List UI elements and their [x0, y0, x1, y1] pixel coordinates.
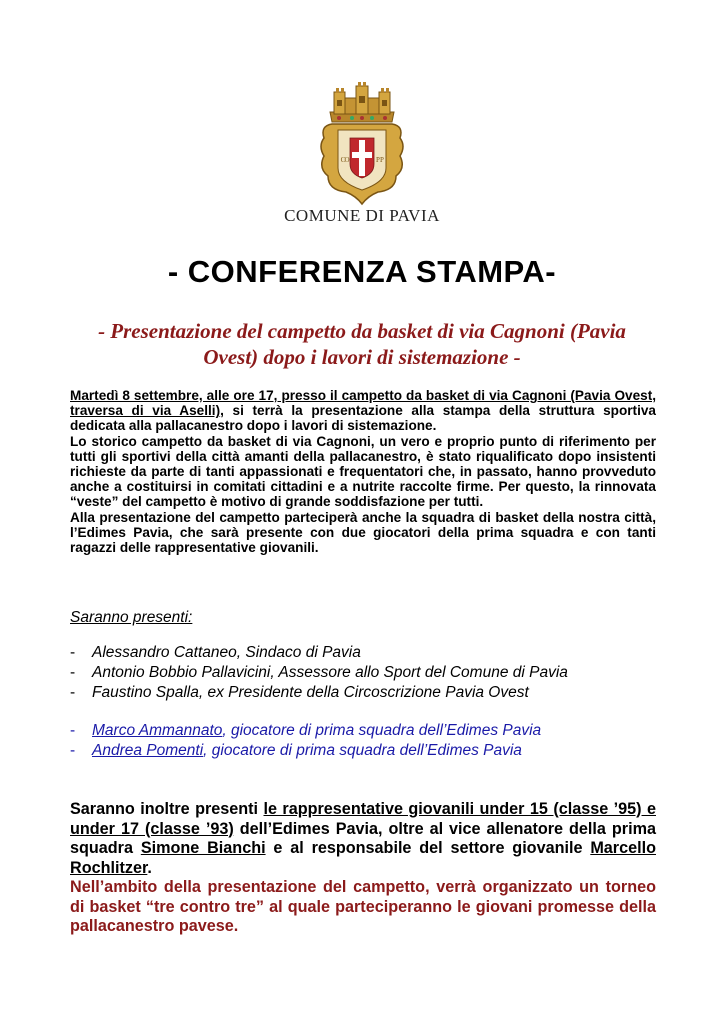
- comune-di-pavia-crest: [312, 82, 412, 206]
- officials-list: [70, 643, 568, 703]
- list-item: - Marco Ammannato, giocatore di prima squadra dell’Edimes Pavia: [70, 722, 542, 739]
- list-item: - Antonio Bobbio Pallavicini, Assessore allo Sport del Comune di Pavia: [70, 664, 568, 681]
- page-subtitle: - Presentazione del campetto da basket di via Cagnoni (Pavia Ovest) dopo i lavori di sistemazione -: [98, 319, 626, 369]
- closing-text: [70, 800, 656, 937]
- crown: [330, 82, 394, 122]
- list-item: - Alessandro Cattaneo, Sindaco di Pavia: [70, 644, 361, 661]
- svg-text:C: C: [340, 156, 346, 164]
- paragraph-guests: Saranno inoltre presenti le rappresentative giovanili under 15 (classe ’95) e under 17 (classe ’93) dell’Edimes Pavia, oltre al vice allenatore della prima squadra Simone Bianchi e al responsabile del settore giovanile Marcello Rochlitzer.: [70, 800, 656, 877]
- player-link[interactable]: Marco Ammannato: [92, 722, 223, 739]
- attendees-heading: Saranno presenti:: [70, 609, 193, 626]
- list-item: - Faustino Spalla, ex Presidente della Circoscrizione Pavia Ovest: [70, 684, 529, 701]
- date-location-underlined: Martedì 8 settembre, alle ore 17, presso il campetto da basket di via Cagnoni (Pavia Ovest, traversa di via Aselli): [70, 388, 656, 419]
- player-link[interactable]: Andrea Pomenti: [92, 742, 204, 759]
- page-title: - CONFERENZA STAMPA-: [167, 254, 557, 289]
- list-item: - Andrea Pomenti, giocatore di prima squadra dell’Edimes Pavia: [70, 742, 522, 759]
- organization-name: COMUNE DI PAVIA: [284, 206, 440, 225]
- svg-text:P: P: [380, 156, 384, 164]
- paragraph-history: Lo storico campetto da basket di via Cagnoni, un vero e proprio punto di riferimento per tutti gli sportivi della città amanti della pallacanestro, è stato riqualificato dopo insistenti richieste da parte di tanti appassionati e frequentatori che, in passato, hanno provveduto anche a costituirsi in comitati cittadini e a nutrite raccolte firme. Per questo, la rinnovata “veste” del campetto è motivo di grande soddisfazione per tutti.: [70, 433, 656, 510]
- svg-text:O: O: [344, 156, 350, 164]
- paragraph-team: Alla presentazione del campetto parteciperà anche la squadra di basket della nostra città, l’Edimes Pavia, che sarà presente con due giocatori della prima squadra e con tanti ragazzi delle rappresentative giovanili.: [70, 509, 656, 556]
- players-list: [70, 721, 541, 761]
- paragraph-date-location: Martedì 8 settembre, alle ore 17, presso il campetto da basket di via Cagnoni (Pavia Ovest, traversa di via Aselli), si terrà la presentazione alla stampa della struttura sportiva dedicata alla pallacanestro dopo i lavori di sistemazione.: [70, 388, 656, 434]
- svg-text:P: P: [376, 156, 380, 164]
- paragraph-tournament: Nell’ambito della presentazione del campetto, verrà organizzato un torneo di basket “tre contro tre” al quale parteciperanno le giovani promesse della pallacanestro pavese.: [70, 878, 656, 935]
- body-text: [70, 388, 656, 555]
